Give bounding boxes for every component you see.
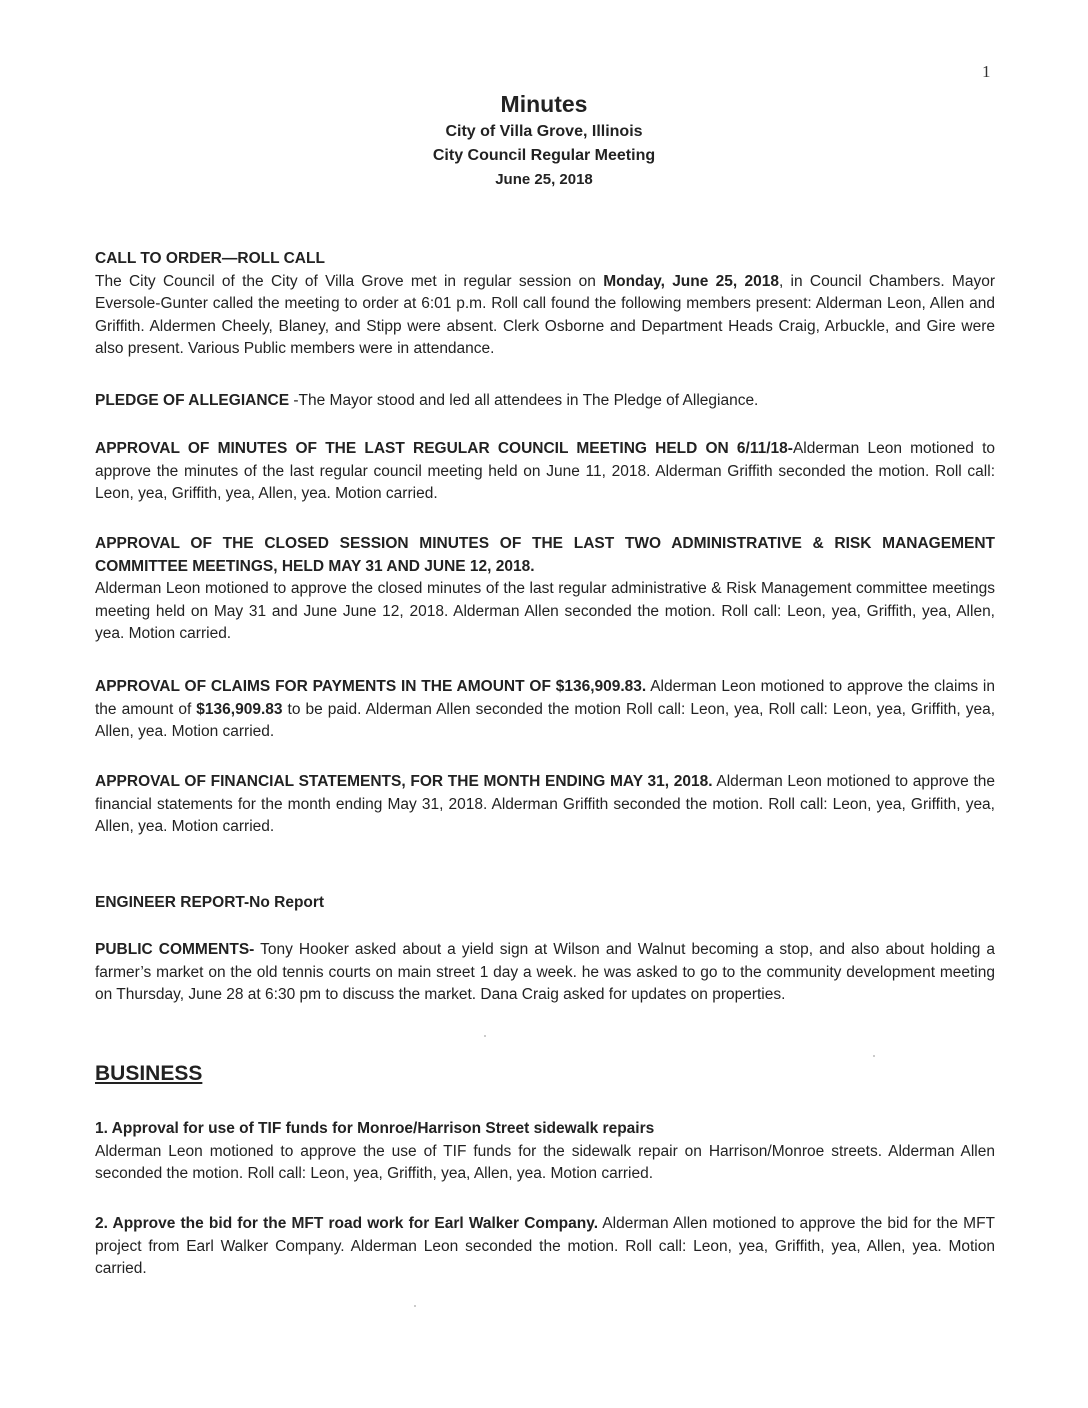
minutes-approval-text: Alderman Leon motioned to approve the minutes of the last regular council meeting held on June 11, 2018. Alderman Griffith seconded the motion. Roll call: Leon, yea, Griffith, yea, Allen, yea. Motion carried. [95,440,995,502]
financial-heading: APPROVAL OF FINANCIAL STATEMENTS, FOR THE MONTH ENDING MAY 31, 2018. [95,773,713,790]
pledge-section [95,390,995,413]
engineer-heading: ENGINEER REPORT-No Report [95,894,325,911]
call-to-order-text [95,271,995,361]
business-item-paragraph [95,1213,995,1281]
claims-paragraph [95,676,995,744]
meeting-date: June 25, 2018 [495,171,593,188]
business-heading: BUSINESS [95,1062,203,1085]
scan-speck [414,1305,416,1307]
claims-heading: APPROVAL OF CLAIMS FOR PAYMENTS IN THE AMOUNT OF $136,909.83. [95,678,647,695]
business-item-heading: 2. Approve the bid for the MFT road work for Earl Walker Company. [95,1215,599,1232]
public-comments-section [95,939,995,1007]
closed-session-text: Alderman Leon motioned to approve the closed minutes of the last regular administrative & Risk Management committee meetings meeting held on May 31 and June June 12, 2018. Alderman Allen seconded the motion. Roll call: Leon, yea, Griffith, yea, Allen, yea. Motion carried. [95,580,995,642]
call-to-order-heading: CALL TO ORDER—ROLL CALL [95,250,325,267]
minutes-approval-paragraph [95,438,995,506]
public-comments-heading: PUBLIC COMMENTS- [95,941,255,958]
claims-text-rest: to be paid. Alderman Allen seconded the motion Roll call: Leon, yea, Roll call: Leon, yea, Griffith, yea, Allen, yea. Motion carried. [95,700,995,740]
business-item [95,1213,995,1281]
pledge-text: -The Mayor stood and led all attendees in The Pledge of Allegiance. [289,392,759,409]
engineer-section [95,892,995,915]
call-to-order-text-part: The City Council of the City of Villa Grove met in regular session on [95,272,604,290]
public-comments-paragraph [95,939,995,1007]
business-item-heading: 1. Approval for use of TIF funds for Monroe/Harrison Street sidewalk repairs [95,1120,655,1137]
financial-text: Alderman Leon motioned to approve the financial statements for the month ending May 31, 2018. Alderman Griffith seconded the motion. Roll call: Leon, yea, Griffith, yea, Allen, yea. Motion carried. [95,773,995,835]
meeting-date-bold: Monday, June 25, 2018 [603,272,779,290]
business-item [95,1118,995,1186]
city-name: City of Villa Grove, Illinois [445,123,643,140]
claims-amount: $136,909.83 [196,700,283,718]
closed-session-heading: APPROVAL OF THE CLOSED SESSION MINUTES OF THE LAST TWO ADMINISTRATIVE & RISK MANAGEMENT COMMITTEE MEETINGS, HELD MAY 31 AND JUNE 12, 2018. [95,535,995,575]
business-item-text: Alderman Allen motioned to approve the bid for the MFT project from Earl Walker Company. Alderman Leon seconded the motion. Roll call: Leon, yea, Griffith, yea, Allen, yea. Motion carried. [95,1215,996,1277]
minutes-approval-heading: APPROVAL OF MINUTES OF THE LAST REGULAR COUNCIL MEETING HELD ON 6/11/18- [95,440,793,457]
minutes-approval-section [95,438,995,506]
call-to-order-text-rest: , in Council Chambers. Mayor Eversole-Gunter called the meeting to order at 6:01 p.m. Roll call found the following members present: Alderman Leon, Allen and Griffith. Aldermen Cheely, Blaney, and Stipp were absent. Clerk Osborne and Department Heads Craig, Arbuckle, and Gire were also present. Various Public members were in attendance. [95,272,995,357]
meeting-name: City Council Regular Meeting [432,147,656,164]
page-number: 1 [982,62,991,81]
financial-section [95,771,995,839]
business-item-text: Alderman Leon motioned to approve the use of TIF funds for the sidewalk repair on Harrison/Monroe streets. Alderman Allen seconded the motion. Roll call: Leon, yea, Griffith, yea, Allen, yea. Motion carried. [95,1142,995,1182]
financial-paragraph [95,771,995,839]
pledge-paragraph [95,390,995,413]
scan-speck [873,1055,875,1057]
closed-session-section [95,533,995,646]
call-to-order-section [95,248,995,361]
document-header [0,88,1088,192]
pledge-heading: PLEDGE OF ALLEGIANCE [95,392,290,409]
claims-text-part: Alderman Leon motioned to approve the claims in the amount of [95,678,995,718]
scan-speck [484,1035,486,1037]
claims-section [95,676,995,744]
document-title: Minutes [500,91,588,117]
public-comments-text: Tony Hooker asked about a yield sign at Wilson and Walnut becoming a stop, and also about holding a farmer’s market on the old tennis courts on main street 1 day a week. he was asked to go to the community development meeting on Thursday, June 28 at 6:30 pm to discuss the market. Dana Craig asked for updates on properties. [95,941,995,1003]
